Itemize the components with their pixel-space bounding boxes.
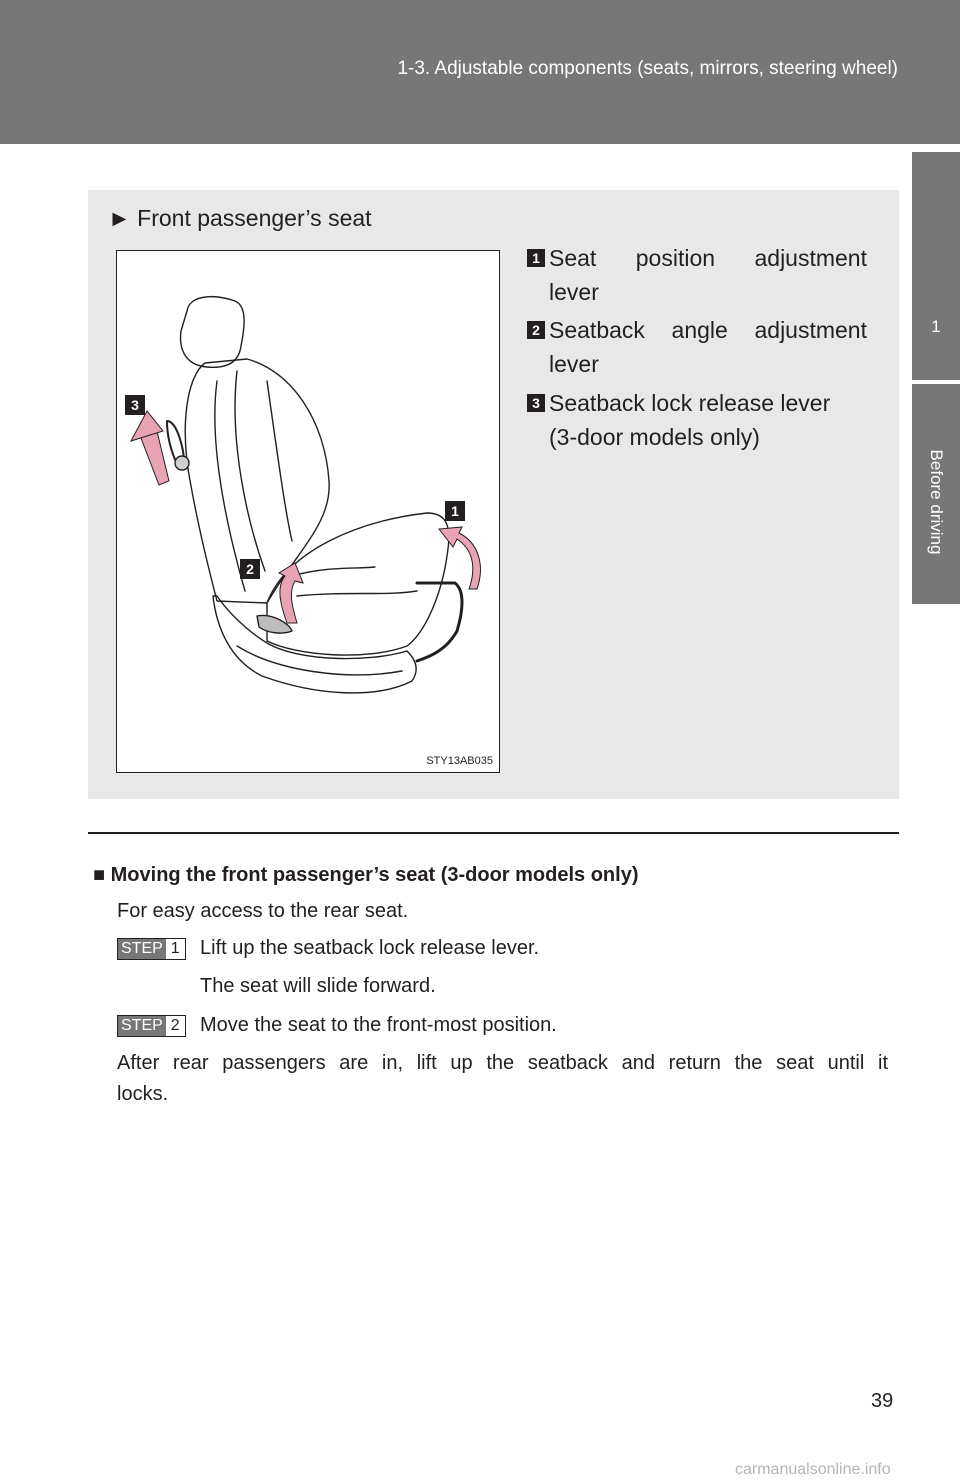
step-2-badge [117,1015,186,1037]
intro-text: For easy access to the rear seat. [117,900,409,922]
closing-line-1: After rear passengers are in, lift up the seatback and return the seat until it [117,1052,888,1074]
arrow-2 [279,563,303,623]
watermark: carmanualsonline.info [735,1461,891,1478]
seat-illustration [116,250,500,773]
page-number: 39 [871,1390,894,1412]
step-1-word: STEP [118,939,166,959]
chapter-tab-label [912,384,960,604]
step-2-word: STEP [118,1016,166,1036]
callout-2-label: 2 [246,561,254,577]
section-divider [88,832,899,834]
section-heading: ■ Moving the front passenger’s seat (3-door models only) [93,864,639,886]
slide-lever-bar [417,583,462,661]
chapter-label: Before driving [927,449,946,555]
step-1-text: Lift up the seatback lock release lever. [200,937,540,959]
chapter-tab-number [912,152,960,380]
lock-release-knob [175,456,189,470]
closing-line-2: locks. [117,1083,169,1105]
figure-code: STY13AB035 [426,755,493,767]
legend-text-2a: Seatback angle adjustment [549,317,867,343]
step-1-note: The seat will slide forward. [200,975,436,997]
legend-text-2b: lever [549,351,599,377]
legend-text-1a: Seat position adjustment [549,245,867,271]
callout-3-label: 3 [131,397,139,413]
arrows-group [131,411,480,623]
step-1-badge [117,938,186,960]
callout-1-label: 1 [451,503,459,519]
step-1-number: 1 [170,940,180,957]
legend-badge-3: 3 [527,394,545,412]
page-header [0,0,960,144]
legend-badge-2: 2 [527,321,545,339]
legend-text-3a: Seatback lock release lever [549,390,831,416]
seat-base-outline [213,596,416,693]
box-heading: ► Front passenger’s seat [108,205,372,231]
chapter-number: 1 [931,317,941,336]
legend-badge-1: 1 [527,249,545,267]
closing-text [117,1052,888,1106]
headrest-outline [181,297,245,368]
seat-drawing [117,251,499,772]
legend-text-1b: lever [549,279,599,305]
arrow-1 [439,527,480,589]
step-2-number: 2 [170,1017,180,1034]
legend-text-3b: (3-door models only) [549,424,760,450]
section-title: 1-3. Adjustable components (seats, mirrors, steering wheel) [397,58,898,79]
callout-badges [125,395,465,579]
step-2-text: Move the seat to the front-most position. [200,1014,557,1036]
